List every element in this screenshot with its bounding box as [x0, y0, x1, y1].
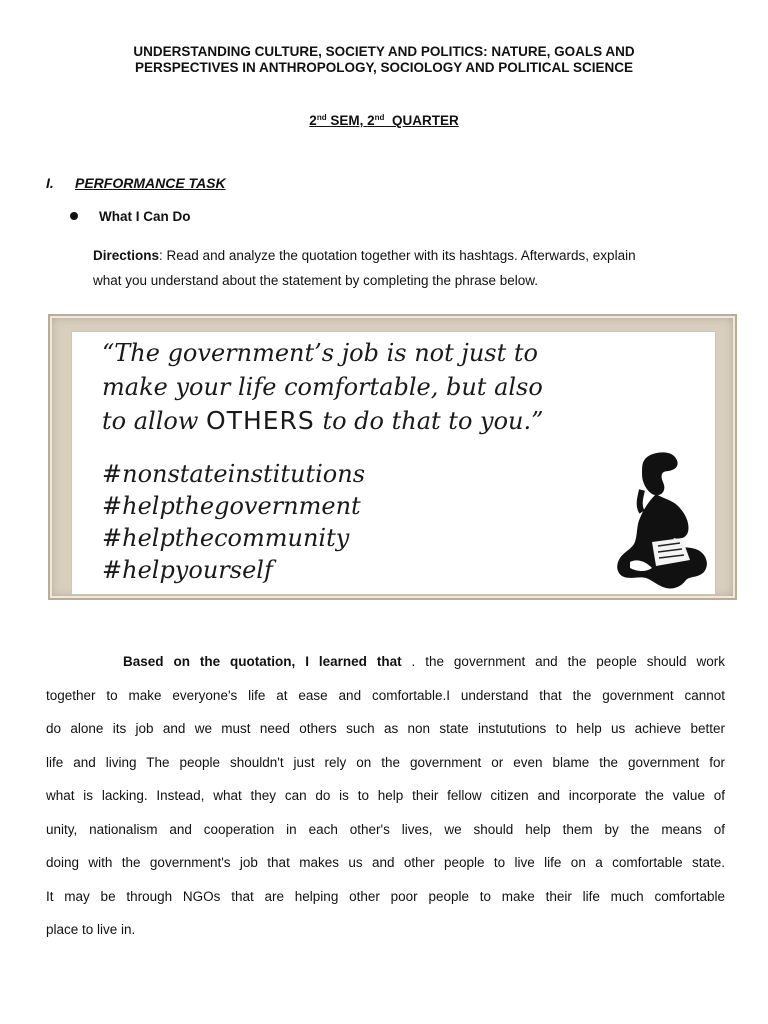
answer-line: do alone its job and we must need others such as non state instututions to help us achieve better [46, 721, 725, 736]
hashtag-list [102, 458, 365, 586]
quarter-suffix: nd [374, 113, 385, 122]
quote-image-frame [48, 314, 737, 600]
title-line-1: UNDERSTANDING CULTURE, SOCIETY AND POLITICS: NATURE, GOALS AND [133, 44, 635, 59]
answer-line: It may be through NGOs that are helping other poor people to make their life much comfortable [46, 888, 725, 904]
hashtag: #helpthegovernment [102, 492, 361, 520]
section-number: I. [46, 175, 54, 191]
quote-line-2: make your life comfortable, but also [102, 373, 543, 401]
hashtag: #helpthecommunity [102, 524, 350, 552]
directions-paragraph [93, 243, 723, 293]
sem-label: SEM, [330, 113, 364, 128]
quote-line-1: “The government’s job is not just to [102, 339, 538, 367]
quote-emphasis: OTHERS [206, 406, 315, 435]
section-heading [46, 175, 226, 191]
bullet-dot-icon [70, 212, 78, 220]
quote-line-3-pre: to allow [102, 407, 199, 435]
answer-line: what is lacking. Instead, what they can do is to help their fellow citizen and incorporate the value of [46, 788, 725, 803]
section-title: PERFORMANCE TASK [75, 175, 226, 191]
answer-line: life and living The people shouldn't just rely on the government or even blame the government for [46, 754, 725, 770]
document-title [60, 44, 708, 76]
answer-line: doing with the government's job that makes us and other people to live life on a comfortable state. [46, 855, 725, 870]
hashtag: #nonstateinstitutions [102, 460, 366, 488]
quote-line-3-post: to do that to you.” [322, 407, 544, 435]
sem-number: 2 [309, 113, 317, 128]
quarter-number: 2 [367, 113, 375, 128]
answer-lead: Based on the quotation, I learned that [123, 654, 402, 669]
bullet-item [70, 209, 191, 224]
answer-line: place to live in. [46, 922, 136, 937]
answer-line: together to make everyone's life at ease and comfortable.I understand that the government cannot [46, 687, 725, 703]
quote-image-canvas [72, 332, 715, 594]
title-line-2: PERSPECTIVES IN ANTHROPOLOGY, SOCIOLOGY AND POLITICAL SCIENCE [134, 60, 634, 75]
quote-text [102, 336, 543, 438]
reading-person-silhouette [612, 450, 712, 596]
answer-line: unity, nationalism and cooperation in each other's lives, we should help them by the means of [46, 821, 725, 837]
hashtag: #helpyourself [102, 556, 273, 584]
bullet-label: What I Can Do [99, 209, 191, 224]
semester-quarter [0, 113, 768, 128]
sem-suffix: nd [316, 113, 327, 122]
answer-line: Based on the quotation, I learned that . the government and the people should work [46, 645, 725, 679]
directions-line-2: what you understand about the statement by completing the phrase below. [93, 273, 539, 288]
quarter-label: QUARTER [391, 113, 459, 128]
quote-line-3 [102, 404, 543, 438]
directions-label: Directions [93, 248, 160, 263]
directions-line-1: : Read and analyze the quotation together with its hashtags. Afterwards, explain [159, 248, 636, 263]
answer-paragraph [46, 645, 725, 947]
